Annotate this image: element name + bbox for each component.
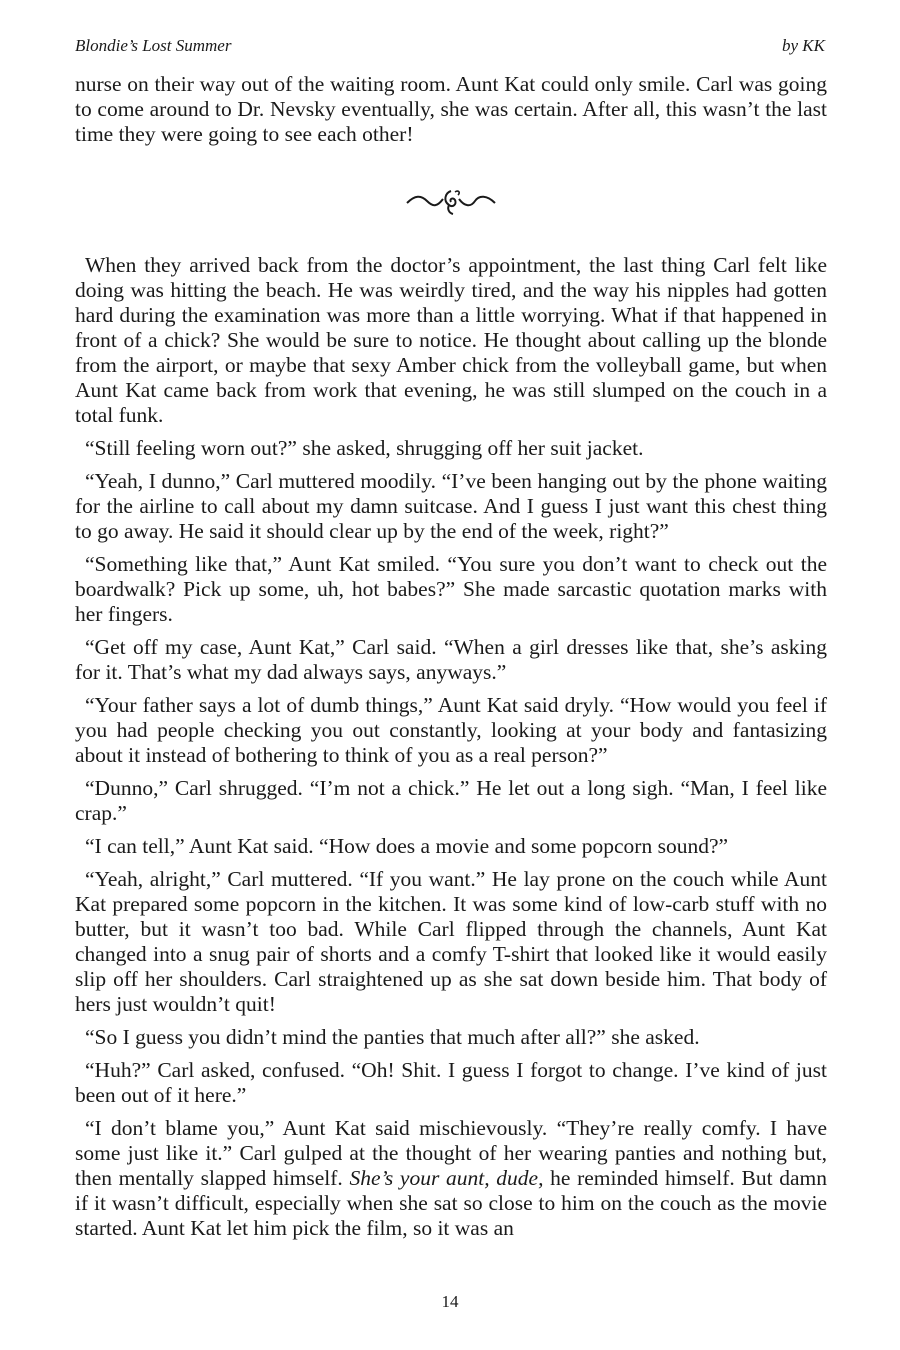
author-name: by KK: [782, 36, 825, 55]
paragraph: “Yeah, I dunno,” Carl muttered moodily. “I’ve been hanging out by the phone waiting for the airline to call about my damn suitcase. And I guess I just want this chest thing to go away. He said it should clear up by the end of the week, right?”: [75, 469, 827, 543]
paragraph: “Huh?” Carl asked, confused. “Oh! Shit. I guess I forgot to change. I’ve kind of just been out of it here.”: [75, 1058, 827, 1107]
italic-thought: She’s your aunt, dude,: [349, 1166, 544, 1190]
paragraph: [75, 1116, 827, 1241]
running-header: [75, 36, 825, 56]
paragraph: “Something like that,” Aunt Kat smiled. “You sure you don’t want to check out the boardwalk? Pick up some, uh, hot babes?” She made sarcastic quotation marks with her fingers.: [75, 552, 827, 626]
paragraph: “Still feeling worn out?” she asked, shrugging off her suit jacket.: [85, 436, 644, 460]
paragraph: When they arrived back from the doctor’s appointment, the last thing Carl felt like doing was hitting the beach. He was weirdly tired, and the way his nipples had gotten hard during the examination was more than a little worrying. What if that happened in front of a chick? She would be sure to notice. He thought about calling up the blonde from the airport, or maybe that sexy Amber chick from the volleyball game, but when Aunt Kat came back from work that evening, he was still slumped on the couch in a total funk.: [75, 253, 827, 427]
paragraph: “Your father says a lot of dumb things,” Aunt Kat said dryly. “How would you feel if you had people checking you out constantly, looking at your body and fantasizing about it instead of bothering to think of you as a real person?”: [75, 693, 827, 767]
paragraph-text: he reminded himself. But damn if it wasn’t difficult, especially when she sat so close to him on the couch as the movie started. Aunt Kat let him pick the film, so it was an: [75, 1166, 827, 1240]
paragraph: “Get off my case, Aunt Kat,” Carl said. “When a girl dresses like that, she’s asking for it. That’s what my dad always says, anyways.”: [75, 635, 827, 684]
paragraph: “Yeah, alright,” Carl muttered. “If you want.” He lay prone on the couch while Aunt Kat prepared some popcorn in the kitchen. It was some kind of low-carb stuff with no butter, but it wasn’t too bad. While Carl flipped through the channels, Aunt Kat changed into a snug pair of shorts and a comfy T-shirt that looked like it would easily slip off her shoulders. Carl straightened up as she sat down beside him. That body of hers just wouldn’t quit!: [75, 867, 827, 1016]
body-text: [75, 72, 827, 1249]
paragraph: nurse on their way out of the waiting room. Aunt Kat could only smile. Carl was going to come around to Dr. Nevsky eventually, she was certain. After all, this wasn’t the last time they were going to see each other!: [75, 72, 827, 146]
page-number: 14: [441, 1292, 459, 1311]
fleuron-icon: [405, 187, 497, 217]
paragraph-text: “I don’t blame you,” Aunt Kat said mischievously. “They’re really comfy. I have some just like it.” Carl gulped at the thought of her wearing panties and nothing but, then mentally slapped himself.: [75, 1116, 827, 1190]
paragraph: “I can tell,” Aunt Kat said. “How does a movie and some popcorn sound?”: [85, 834, 729, 858]
paragraph: “So I guess you didn’t mind the panties that much after all?” she asked.: [85, 1025, 700, 1049]
book-title: Blondie’s Lost Summer: [75, 36, 232, 55]
section-break: [75, 187, 827, 217]
paragraph: “Dunno,” Carl shrugged. “I’m not a chick.” He let out a long sigh. “Man, I feel like crap.”: [75, 776, 827, 825]
